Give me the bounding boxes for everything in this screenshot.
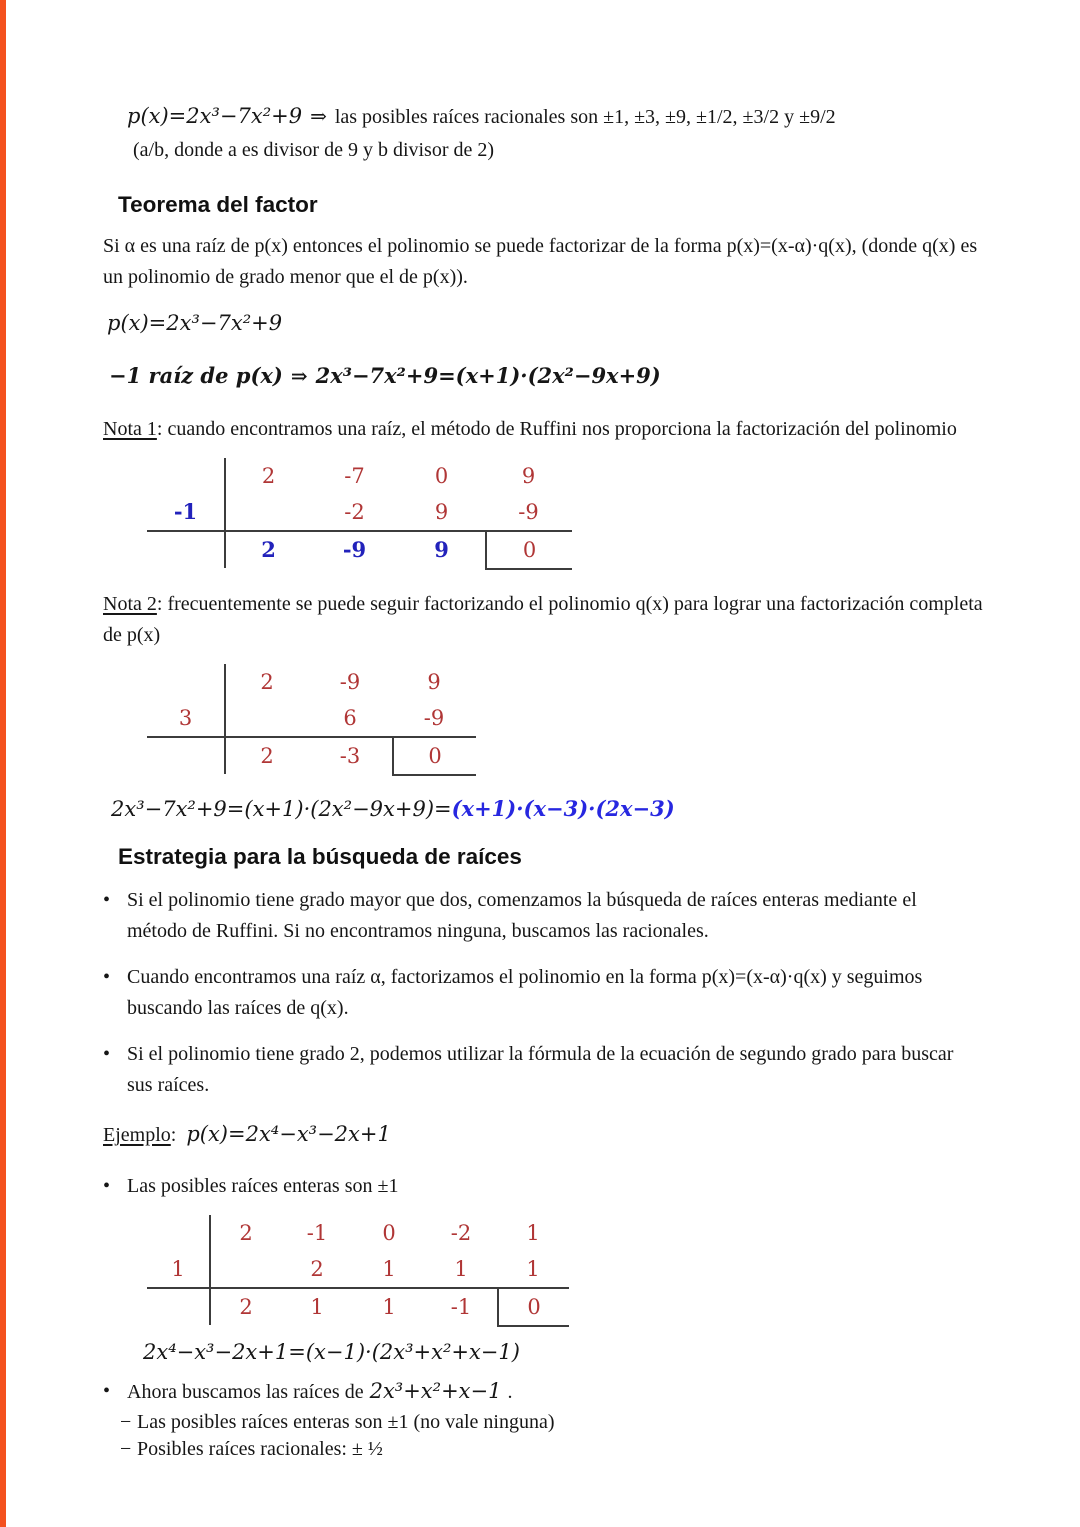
root-statement: −1 raíz de p(x) [109,363,283,388]
math-p-definition [107,307,995,342]
section-heading-estrategia: Estrategia para la búsqueda de raíces [118,844,522,869]
ruffini-cell [209,1251,281,1287]
ruffini-cell: 1 [171,1257,185,1281]
math-p-definition-expr: p(x)=2x³−7x²+9 [107,311,283,335]
ruffini-table-1 [147,458,572,570]
ruffini-table-3-wrap [147,1215,995,1327]
ruffini-cell [147,1215,209,1251]
root-factorization-expr: 2x³−7x²+9=(x+1)·(2x²−9x+9) [315,363,661,388]
ruffini-cell [147,736,224,774]
integer-roots-bullet [103,1171,995,1202]
ruffini-cell: 9 [398,530,485,568]
dash-item-1-text: Las posibles raíces enteras son ±1 (no vale ninguna) [137,1411,555,1433]
implies-arrow: ⇒ [310,106,327,128]
ruffini-cell: 1 [526,1221,540,1245]
intro-math: p(x)=2x³−7x²+9 [127,104,303,128]
closing-post: . [507,1381,513,1403]
ruffini-cell: 6 [343,706,357,730]
ruffini-cell: 2 [224,664,308,700]
math-root-factorization [109,359,995,395]
teorema-paragraph: Si α es una raíz de p(x) entonces el polinomio se puede factorizar de la forma p(x)=(x-α)·q(x), (donde q(x) es un polinomio de grado menor que el de p(x)). [103,235,978,288]
ruffini-cell: -1 [306,1221,328,1245]
ejemplo-colon: : [170,1124,177,1146]
strategy-bullet-3-text: Si el polinomio tiene grado 2, podemos utilizar la fórmula de la ecuación de segundo grado para buscar sus raíces. [127,1043,954,1096]
ruffini-cell: 2 [310,1257,324,1281]
left-edge-bar [0,0,6,1527]
dash-glyph: − [120,1438,132,1460]
intro-block [127,100,995,167]
ruffini-cell [147,664,224,700]
ruffini-cell [224,494,311,530]
ejemplo-label: Ejemplo [103,1124,171,1146]
ruffini-cell: 2 [209,1215,281,1251]
strategy-bullet-1-text: Si el polinomio tiene grado mayor que dos, comenzamos la búsqueda de raíces enteras mediante el método de Ruffini. Si no encontramos ninguna, buscamos las racionales. [127,889,917,942]
ruffini-cell: 1 [281,1287,353,1325]
ruffini-cell: 2 [224,458,311,494]
dash-item-1 [120,1409,995,1435]
strategy-bullet-2-text: Cuando encontramos una raíz α, factorizamos el polinomio en la forma p(x)=(x-α)·q(x) y seguimos buscando las raíces de q(x). [127,966,923,1019]
bullet-glyph: • [103,966,111,988]
factorization-blue: (x+1)·(x−3)·(2x−3) [451,796,675,821]
closing-math: 2x³+x²+x−1 [369,1379,502,1403]
ruffini-cell: 1 [382,1257,396,1281]
nota1-label: Nota 1 [103,418,157,440]
closing-bullet [103,1376,995,1408]
strategy-bullet-1 [103,885,995,947]
ruffini-cell: -7 [344,464,365,488]
ruffini-cell: 0 [382,1221,396,1245]
nota2-text: : frecuentemente se puede seguir factorizando el polinomio q(x) para lograr una factorización completa de p(x) [103,593,983,646]
integer-roots-text: Las posibles raíces enteras son ±1 [127,1175,399,1197]
ruffini-cell [224,700,308,736]
ruffini-table-1-wrap [147,458,995,570]
ruffini-cell: 0 [434,464,449,488]
ruffini-cell: 1 [353,1287,425,1325]
factorization-black: 2x³−7x²+9=(x+1)·(2x²−9x+9)= [111,797,452,821]
ruffini-cell: 2 [224,530,311,568]
ruffini-cell: -2 [450,1221,472,1245]
closing-pre: Ahora buscamos las raíces de [127,1381,364,1403]
ruffini-cell: 3 [178,706,193,730]
strategy-bullet-2 [103,962,995,1024]
ruffini-cell: 1 [454,1257,468,1281]
ruffini-table-2-wrap [147,664,995,776]
ruffini-cell: -9 [423,706,445,730]
nota2-label: Nota 2 [103,593,157,615]
ruffini-cell: 9 [427,670,441,694]
ruffini-cell: 1 [526,1257,540,1281]
closing-bullet-text [127,1376,512,1408]
section-heading-teorema: Teorema del factor [118,192,318,217]
ruffini-remainder: 0 [392,736,476,776]
dash-item-2 [120,1436,995,1462]
ruffini-cell: 2 [209,1287,281,1325]
ruffini-cell [147,458,224,494]
nota1-paragraph [103,414,983,445]
nota1-text: : cuando encontramos una raíz, el método de Ruffini nos proporciona la factorización del polinomio [156,418,957,440]
intro-line [127,100,995,134]
ruffini-cell: -3 [308,736,392,774]
ruffini-cell: -9 [518,500,539,524]
intro-parenthetical: (a/b, donde a es divisor de 9 y b divisor de 2) [133,139,495,161]
bullet-glyph: • [103,889,111,911]
ruffini-cell: 9 [434,500,449,524]
ruffini-cell: -2 [344,500,365,524]
dash-item-2-text: Posibles raíces racionales: ± ½ [137,1438,383,1460]
bullet-glyph: • [103,1043,111,1065]
ruffini-cell: -1 [425,1287,497,1325]
bullet-glyph: • [103,1175,111,1197]
ruffini-cell: 2 [224,736,308,774]
document-content [103,100,995,1462]
ruffini-cell: -9 [339,670,361,694]
implies-arrow: ⇒ [290,366,308,388]
ruffini-cell [147,530,224,568]
intro-text: las posibles raíces racionales son ±1, ±3, ±9, ±1/2, ±3/2 y ±9/2 [334,106,836,128]
ejemplo-math: p(x)=2x⁴−x³−2x+1 [186,1122,391,1146]
ruffini-cell: -1 [173,499,198,524]
ejemplo-line [103,1118,995,1152]
bullet-glyph: • [103,1380,111,1402]
ruffini-cell: -9 [311,530,398,568]
ruffini-table-3 [147,1215,569,1327]
final-factorization-expr: 2x⁴−x³−2x+1=(x−1)·(2x³+x²+x−1) [143,1340,520,1364]
complete-factorization [111,792,995,828]
strategy-bullet-3 [103,1039,995,1101]
ruffini-remainder: 0 [497,1287,569,1327]
nota2-paragraph [103,589,983,651]
dash-glyph: − [120,1411,132,1433]
ruffini-cell [147,1287,209,1325]
ruffini-table-2 [147,664,476,776]
final-factorization [143,1336,995,1371]
ruffini-cell: 9 [521,464,536,488]
ruffini-remainder: 0 [485,530,572,570]
